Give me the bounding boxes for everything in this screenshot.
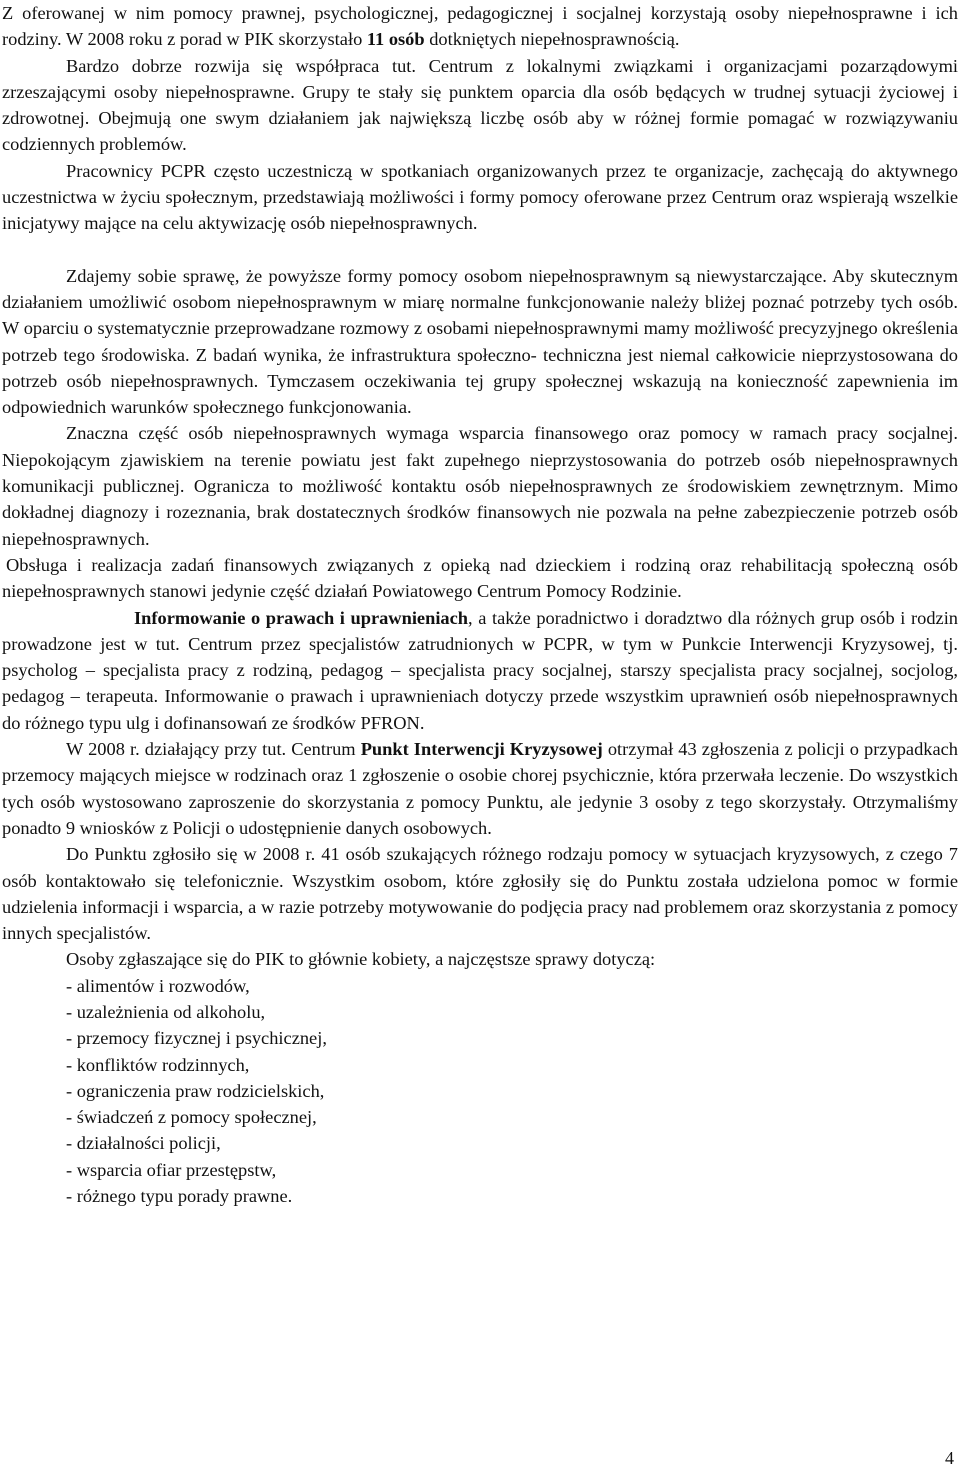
list-item: - wsparcia ofiar przestępstw, xyxy=(66,1159,277,1180)
paragraph-crisis-cases: Do Punktu zgłosiło się w 2008 r. 41 osób szukających różnego rodzaju pomocy w sytuacjach kryzysowych, z czego 7 osób kontaktowało się telefonicznie. Wszystkim osobom, które zgłosiły się do Punktu została udzielona pomoc w formie udzielenia informacji i wsparcia, a w razie potrzeby motywowanie do podjęcia pracy nad problemem oraz skorzystania z pomocy innych specjalistów. xyxy=(2,844,958,944)
paragraph-gap xyxy=(2,237,958,263)
paragraph-pcpr-staff: Pracownicy PCPR często uczestniczą w spotkaniach organizowanych przez te organizacje, zachęcają do aktywnego uczestnictwa w życiu społecznym, przedstawiają możliwości i formy pomocy oferowane przez Centrum oraz wspierają wszelkie inicjatywy mające na celu aktywizację osób niepełnosprawnych. xyxy=(2,160,958,234)
paragraph-financial-support: Znaczna część osób niepełnosprawnych wymaga wsparcia finansowego oraz pomocy w ramach pracy socjalnej. Niepokojącym zjawiskiem na terenie powiatu jest fakt zupełnego nieprzystosowania do potrzeb osób niepełnosprawnych komunikacji publicznej. Ogranicza to możliwość kontaktu osób niepełnosprawnych ze środowiskiem zewnętrznym. Mimo dokładnej diagnozy i rozeznania, brak dostatecznych środków finansowych nie pozwala na pełne zabezpieczenie potrzeb osób niepełnosprawnych. xyxy=(2,423,958,549)
paragraph-pik-issues: Osoby zgłaszające się do PIK to głównie kobiety, a najczęstsze sprawy dotyczą: xyxy=(66,949,656,970)
page-number: 4 xyxy=(945,1447,954,1468)
paragraph-financial-tasks: Obsługa i realizacja zadań finansowych związanych z opieką nad dzieckiem i rodziną oraz rehabilitacją społeczną osób niepełnosprawnych stanowi jedynie część działań Powiatowego Centrum Pomocy Rodzinie. xyxy=(2,554,958,602)
bold-heading: Informowanie o prawach i uprawnieniach xyxy=(134,607,469,628)
paragraph-cooperation: Bardzo dobrze rozwija się współpraca tut. Centrum z lokalnymi związkami i organizacjami pozarządowymi zrzeszającymi osoby niepełnosprawne. Grupy te stały się punktem oparcia dla osób będących w trudnej sytuacji życiowej i zdrowotnej. Obejmują one swym działaniem jak największą liczbę osób aby w różnej formie pomagać w rozwiązywaniu codziennych problemów. xyxy=(2,55,958,155)
list-item: - różnego typu porady prawne. xyxy=(66,1186,293,1207)
list-item: - alimentów i rozwodów, xyxy=(66,975,250,996)
list-item: - świadczeń z pomocy społecznej, xyxy=(66,1107,317,1128)
paragraph-informing-rights: Informowanie o prawach i uprawnieniach, a także poradnictwo i doradztwo dla różnych grup osób i rodzin prowadzone jest w tut. Centrum przez specjalistów zatrudnionych w PCPR, w tym w Punkcie Interwencji Kryzysowej, tj. psycholog – specjalista pracy z rodziną, pedagog – specjalista pracy socjalnej, starszy specjalista pracy socjalnej, socjolog, pedagog – terapeuta. Informowanie o prawach i uprawnieniach dotyczy przede wszystkim uprawnień osób niepełnosprawnych do różnego typu ulg i dofinansowań ze środków PFRON. xyxy=(2,607,958,733)
list-item: - działalności policji, xyxy=(66,1133,221,1154)
bold-crisis-point: Punkt Interwencji Kryzysowej xyxy=(360,739,603,760)
issues-list xyxy=(2,973,958,1210)
list-item: - ograniczenia praw rodzicielskich, xyxy=(66,1080,325,1101)
paragraph-crisis-point: W 2008 r. działający przy tut. Centrum Punkt Interwencji Kryzysowej otrzymał 43 zgłoszenia z policji o przypadkach przemocy mających miejsce w rodzinach oraz 1 zgłoszenie o osobie chorej psychicznie, która przerwała leczenie. Do wszystkich tych osób wystosowano zaproszenie do skorzystania z pomocy Punktu, ale jedynie 3 osoby z tego skorzystały. Otrzymaliśmy ponadto 9 wniosków z Policji o udostępnienie danych osobowych. xyxy=(2,739,958,838)
paragraph-insufficient-help: Zdajemy sobie sprawę, że powyższe formy pomocy osobom niepełnosprawnym są niewystarczające. Aby skutecznym działaniem umożliwić osobom niepełnosprawnym w miarę normalne funkcjonowanie należy bliżej poznać potrzeby tych osób. W oparciu o systematycznie przeprowadzane rozmowy z osobami niepełnosprawnymi mamy możliwość precyzyjnego określenia potrzeb tego środowiska. Z badań wynika, że infrastruktura społeczno- techniczna jest niemal całkowicie nieprzystosowana do potrzeb osób niepełnosprawnych. Tymczasem oczekiwania tej grupy społecznej wskazują na konieczność zapewnienia im odpowiednich warunków społecznego funkcjonowania. xyxy=(2,265,958,418)
list-item: - konfliktów rodzinnych, xyxy=(66,1054,250,1075)
paragraph-pik-advice: Z oferowanej w nim pomocy prawnej, psychologicznej, pedagogicznej i socjalnej korzystają osoby niepełnosprawne i ich rodziny. W 2008 roku z porad w PIK skorzystało 11 osób dotkniętych niepełnosprawnością. xyxy=(2,3,958,50)
list-item: - uzależnienia od alkoholu, xyxy=(66,1001,266,1022)
list-item: - przemocy fizycznej i psychicznej, xyxy=(66,1028,327,1049)
bold-count: 11 osób xyxy=(366,29,425,50)
